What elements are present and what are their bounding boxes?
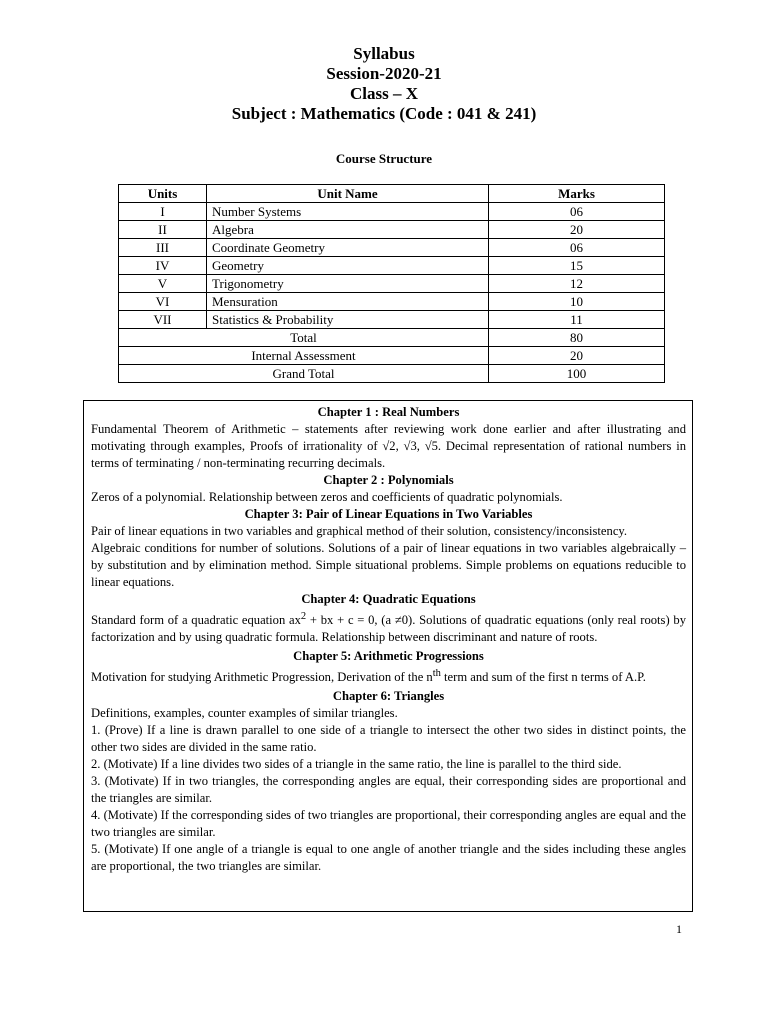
table-row (119, 311, 665, 329)
marks-cell: 20 (489, 221, 665, 239)
internal-assessment-value: 20 (489, 347, 665, 365)
chapter-5-superscript: th (432, 668, 441, 680)
chapter-1-text: Fundamental Theorem of Arithmetic – statements after reviewing work done earlier and after illustrating and motivating through examples, Proofs of irrationality of √2, √3, √5. Decimal representation of rational numbers in terms of terminating / non-terminating recurring decimals. (91, 422, 686, 470)
marks-cell: 15 (489, 257, 665, 275)
chapter-6-intro: Definitions, examples, counter examples of similar triangles. (91, 706, 398, 721)
internal-assessment-row (119, 347, 665, 365)
table-row (119, 239, 665, 257)
unit-name-cell: Algebra (207, 221, 489, 239)
chapter-3-text-1: Pair of linear equations in two variables and graphical method of their solution, consistency/inconsistency. (91, 524, 628, 538)
chapter-1-title: Chapter 1 : Real Numbers (317, 405, 460, 419)
unit-name-cell: Coordinate Geometry (207, 239, 489, 257)
chapter-6-item: 5. (Motivate) If one angle of a triangle is equal to one angle of another triangle and the sides including these angles are proportional, the two triangles are similar. (91, 842, 686, 874)
unit-name-cell: Number Systems (207, 203, 489, 221)
table-row (119, 203, 665, 221)
header-title: Syllabus (353, 44, 415, 63)
chapter-6-item: 2. (Motivate) If a line divides two sides of a triangle in the same ratio, the line is parallel to the third side. (91, 757, 622, 772)
header-session: Session-2020-21 (326, 64, 442, 83)
chapter-5-text-a: Motivation for studying Arithmetic Progression, Derivation of the n (91, 670, 433, 685)
unit-cell: VI (119, 293, 207, 311)
table-row (119, 257, 665, 275)
marks-table (118, 184, 665, 383)
chapter-5-title: Chapter 5: Arithmetic Progressions (293, 649, 484, 664)
unit-name-cell: Mensuration (207, 293, 489, 311)
unit-cell: III (119, 239, 207, 257)
header-subject: Subject : Mathematics (Code : 041 & 241) (231, 104, 537, 123)
marks-cell: 10 (489, 293, 665, 311)
unit-cell: II (119, 221, 207, 239)
chapter-4-text-b: + bx + c = 0, (a ≠0). Solutions of quadratic equations (only real roots) by factorization and by using quadratic formula. Relationship between discriminant and nature of roots. (91, 613, 686, 645)
grand-total-value: 100 (489, 365, 665, 383)
chapters-box (83, 400, 693, 912)
chapter-5-text (91, 665, 686, 686)
chapter-2-title: Chapter 2 : Polynomials (323, 473, 454, 487)
marks-cell: 06 (489, 239, 665, 257)
table-row (119, 275, 665, 293)
chapter-4-text (91, 608, 686, 646)
table-header-row (119, 185, 665, 203)
chapter-6-item: 4. (Motivate) If the corresponding sides of two triangles are proportional, their corresponding angles are equal and the two triangles are similar. (91, 808, 686, 840)
marks-cell: 12 (489, 275, 665, 293)
chapter-6-title: Chapter 6: Triangles (332, 689, 445, 704)
marks-cell: 06 (489, 203, 665, 221)
unit-cell: VII (119, 311, 207, 329)
unit-name-cell: Statistics & Probability (207, 311, 489, 329)
header-unit-name: Unit Name (207, 185, 489, 203)
total-row (119, 329, 665, 347)
unit-name-cell: Geometry (207, 257, 489, 275)
header-marks: Marks (489, 185, 665, 203)
unit-cell: I (119, 203, 207, 221)
header-class: Class – X (349, 84, 418, 103)
internal-assessment-label: Internal Assessment (119, 347, 489, 365)
table-row (119, 221, 665, 239)
chapter-6-item: 3. (Motivate) If in two triangles, the corresponding angles are equal, their corresponding sides are proportional and the triangles are similar. (91, 774, 686, 806)
grand-total-label: Grand Total (119, 365, 489, 383)
document-header (0, 44, 768, 124)
course-structure-heading: Course Structure (335, 151, 433, 166)
total-label: Total (119, 329, 489, 347)
chapter-3-title: Chapter 3: Pair of Linear Equations in Two Variables (244, 507, 533, 521)
unit-cell: V (119, 275, 207, 293)
chapter-4-text-a: Standard form of a quadratic equation ax (91, 613, 301, 628)
page-number: 1 (676, 922, 682, 936)
table-row (119, 293, 665, 311)
marks-cell: 11 (489, 311, 665, 329)
unit-cell: IV (119, 257, 207, 275)
grand-total-row (119, 365, 665, 383)
header-units: Units (119, 185, 207, 203)
chapter-2-text: Zeros of a polynomial. Relationship between zeros and coefficients of quadratic polynomials. (91, 490, 563, 504)
chapter-4-title: Chapter 4: Quadratic Equations (301, 592, 476, 606)
chapter-3-text-2: Algebraic conditions for number of solutions. Solutions of a pair of linear equations in two variables algebraically – by substitution and by elimination method. Simple situational problems. Simple problems on equations reducible to linear equations. (91, 541, 686, 589)
chapter-5-text-b: term and sum of the first n terms of A.P. (440, 670, 646, 685)
chapter-4-superscript: 2 (300, 611, 307, 622)
total-value: 80 (489, 329, 665, 347)
chapter-6-item: 1. (Prove) If a line is drawn parallel to one side of a triangle to intersect the other two sides in distinct points, the other two sides are divided in the same ratio. (91, 723, 686, 755)
unit-name-cell: Trigonometry (207, 275, 489, 293)
